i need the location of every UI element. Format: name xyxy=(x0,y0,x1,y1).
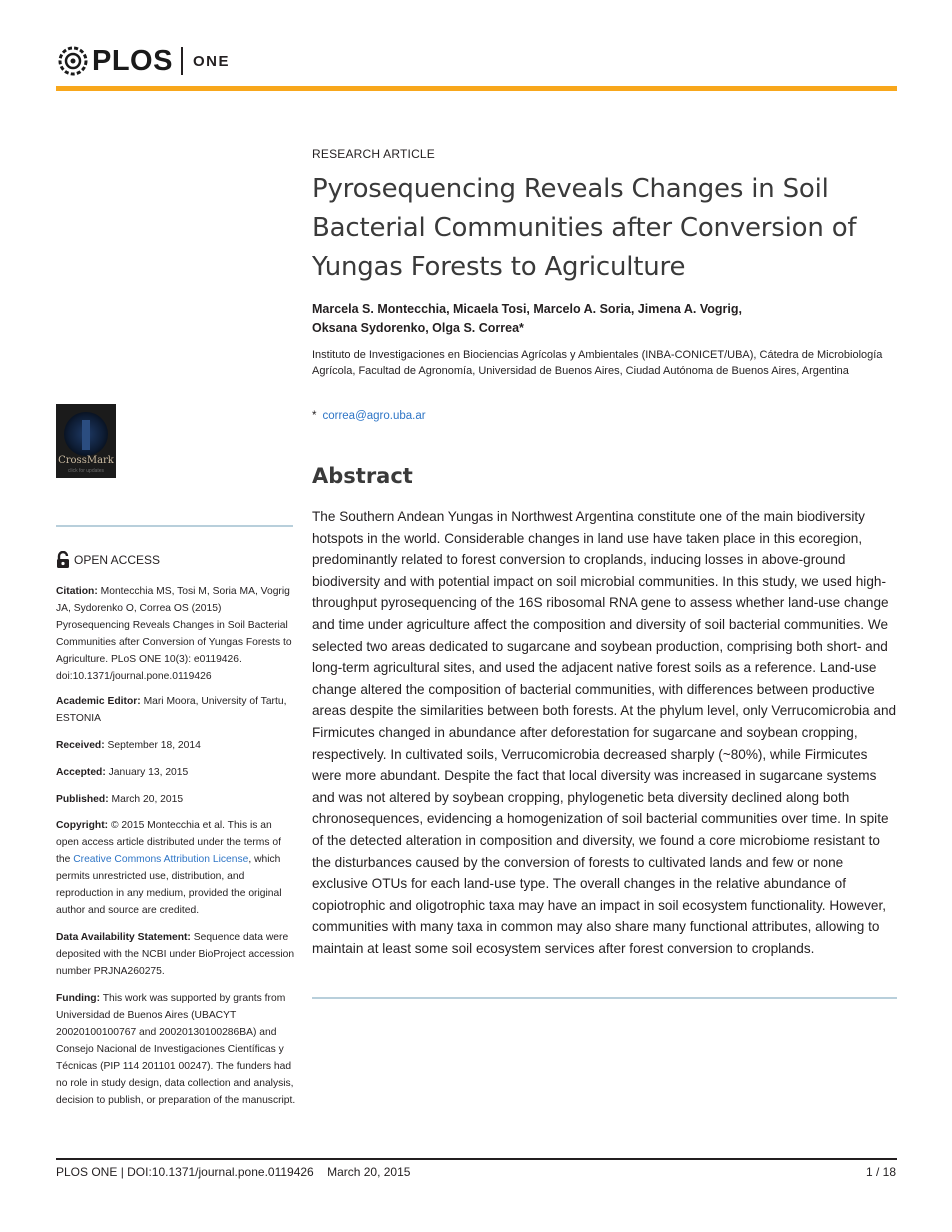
citation-block xyxy=(56,583,296,685)
open-access-label: OPEN ACCESS xyxy=(74,553,161,567)
received-block xyxy=(56,737,296,754)
abstract-body: The Southern Andean Yungas in Northwest Argentina constitute one of the main biodiversity hotspots in the world. Considerable changes in land use have taken place in this ecoregion, predominantly related to forest conversion to croplands, inducing losses in above-ground biodiversity and with potential impact on soil microbial communities. In this study, we used high-throughput pyrosequencing of the 16S ribosomal RNA gene to assess whether land-use change and time under agriculture affect the composition and diversity of soil bacterial communities. We selected two areas dedicated to sugarcane and soybean production, comprising both short- and long-term agricultural sites, and used the adjacent native forest soils as a reference. Land-use change altered the composition of bacterial communities, with differences between productive areas despite the similarities between both forests. At the phylum level, only Verrucomicrobia and Firmicutes changed in abundance after deforestation for sugarcane and soybean cropping, respectively. In cultivated soils, Verrucomicrobia decreased sharply (~80%), while Firmicutes were more abundant. Despite the fact that local diversity was increased in sugarcane systems and was not altered by soybean cropping, phylogenetic beta diversity declined along both chronosequences, evidencing a homogenization of soil bacterial communities over time. In spite of the detected alteration in composition and diversity, we found a core microbiome resistant to the disturbances caused by the conversion of forests to cultivated lands and few or none exclusive OTUs for each land-use type. The overall changes in the relative abundance of copiotrophic and oligotrophic taxa may have an impact in soil ecosystem functionality. However, communities with many taxa in common may also share many functional attributes, allowing to maintain at least some soil ecosystem services after forest conversion to croplands. xyxy=(312,509,897,956)
header-accent-bar xyxy=(56,86,897,91)
page-number: 1 / 18 xyxy=(865,1165,896,1179)
cc-license-link[interactable]: Creative Commons Attribution License xyxy=(73,854,249,865)
logo-journal-name: ONE xyxy=(192,52,230,70)
editor-label: Academic Editor: xyxy=(56,696,141,707)
author-list xyxy=(312,300,897,338)
data-availability-label: Data Availability Statement: xyxy=(56,932,191,943)
abstract-heading: Abstract xyxy=(312,464,413,488)
published-date: March 20, 2015 xyxy=(111,794,184,805)
article-type: RESEARCH ARTICLE xyxy=(312,147,436,161)
accepted-block xyxy=(56,764,296,781)
received-label: Received: xyxy=(56,740,105,751)
accepted-label: Accepted: xyxy=(56,767,106,778)
funding-label: Funding: xyxy=(56,993,101,1004)
footer-divider xyxy=(56,1158,897,1160)
open-access-badge xyxy=(56,551,160,569)
data-availability-text: Sequence data were deposited with the NCBI under BioProject accession number PRJNA260275. xyxy=(56,932,295,977)
authors-line-1: Marcela S. Montecchia, Micaela Tosi, Marcelo A. Soria, Jimena A. Vogrig, xyxy=(312,302,742,316)
logo-separator xyxy=(181,47,183,75)
copyright-text-end: , which permits unrestricted use, distribution, and reproduction in any medium, provided the original author and source are credited. xyxy=(56,854,282,916)
open-lock-icon xyxy=(56,551,70,569)
footer-citation: PLOS ONE | DOI:10.1371/journal.pone.0119426 March 20, 2015 xyxy=(56,1165,411,1179)
corresponding-author xyxy=(312,410,897,422)
accepted-date: January 13, 2015 xyxy=(108,767,189,778)
received-date: September 18, 2014 xyxy=(107,740,201,751)
affiliation: Instituto de Investigaciones en Biociencias Agrícolas y Ambientales (INBA-CONICET/UBA), Cátedra de Microbiología Agrícola, Facultad de Agronomía, Universidad de Buenos Aires, Ciudad Autónoma de Buenos Aires, Argentina xyxy=(312,349,883,377)
published-label: Published: xyxy=(56,794,109,805)
sidebar-divider xyxy=(56,525,293,527)
plos-logo-icon xyxy=(56,44,90,78)
editor-block xyxy=(56,693,296,727)
article-title: Pyrosequencing Reveals Changes in Soil Bacterial Communities after Conversion of Yungas Forests to Agriculture xyxy=(312,174,857,282)
copyright-label: Copyright: xyxy=(56,820,109,831)
funding-block xyxy=(56,990,296,1109)
crossmark-label: CrossMark xyxy=(58,455,114,466)
authors-line-2: Oksana Sydorenko, Olga S. Correa* xyxy=(312,321,524,335)
copyright-block xyxy=(56,817,296,919)
corresp-email-link[interactable]: correa@agro.uba.ar xyxy=(322,410,426,422)
plos-one-logo[interactable] xyxy=(56,44,230,78)
logo-plos-text: PLOS xyxy=(92,44,173,77)
data-availability-block xyxy=(56,929,296,980)
corresp-mark: * xyxy=(312,410,317,422)
crossmark-sublabel: click for updates xyxy=(67,468,105,474)
citation-label: Citation: xyxy=(56,586,98,597)
abstract-divider xyxy=(312,997,897,999)
published-block xyxy=(56,791,296,808)
citation-text: Montecchia MS, Tosi M, Soria MA, Vogrig JA, Sydorenko O, Correa OS (2015) Pyrosequencing Reveals Changes in Soil Bacterial Communities after Conversion of Yungas Forests to Agriculture. PLoS ONE 10(3): e0119426. doi:10.1371/journal.pone.0119426 xyxy=(56,586,292,682)
editor-text: Mari Moora, University of Tartu, ESTONIA xyxy=(56,696,287,724)
copyright-text: © 2015 Montecchia et al. This is an open access article distributed under the terms of the xyxy=(56,820,281,865)
crossmark-badge[interactable] xyxy=(56,404,116,478)
funding-text: This work was supported by grants from Universidad de Buenos Aires (UBACYT 20020100100767 and 20020130100286BA) and Consejo Nacional de Investigaciones Científicas y Técnicas (PIP 114 201101 00247). The funders had no role in study design, data collection and analysis, decision to publish, or preparation of the manuscript. xyxy=(56,993,296,1106)
